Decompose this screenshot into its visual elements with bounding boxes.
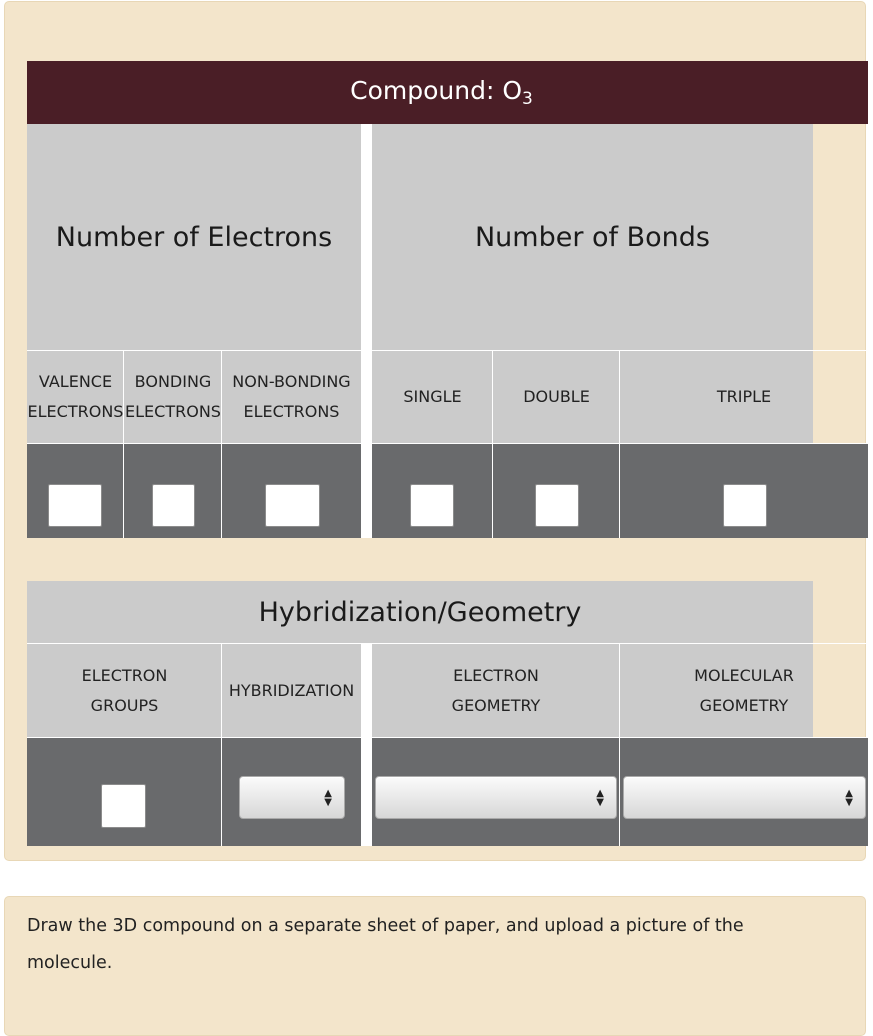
bonding-electrons-input[interactable] (152, 484, 195, 527)
column-divider (619, 351, 620, 538)
double-bonds-input[interactable] (535, 484, 579, 527)
compound-subscript: 3 (522, 89, 533, 109)
up-down-arrows-icon: ▲ ▼ (596, 787, 604, 808)
column-divider (221, 351, 222, 538)
molecular-geometry-select[interactable] (623, 776, 866, 819)
column-divider (123, 351, 124, 538)
hybridization-label: HYBRIDIZATION (228, 680, 355, 700)
electron-groups-input[interactable] (101, 784, 146, 828)
single-bonds-input[interactable] (410, 484, 454, 527)
bonds-section-title: Number of Bonds (372, 124, 813, 351)
column-divider (619, 644, 620, 846)
up-down-arrows-icon: ▲ ▼ (324, 787, 332, 808)
electron-geometry-select[interactable] (375, 776, 617, 819)
upload-instructions: Draw the 3D compound on a separate sheet of paper, and upload a picture of the molecule. (27, 916, 744, 973)
hybridization-select[interactable] (239, 776, 345, 819)
double-bonds-label: DOUBLE (523, 387, 590, 406)
triple-bonds-label: TRIPLE (716, 387, 772, 406)
electrons-section-title: Number of Electrons (27, 124, 361, 351)
compound-header (27, 61, 868, 124)
hybridization-section-title: Hybridization/Geometry (27, 581, 813, 644)
electron-geometry-label: ELECTRON GEOMETRY (451, 665, 541, 715)
bonding-electrons-label: BONDING ELECTRONS (125, 372, 221, 421)
row-divider (27, 643, 868, 644)
section-divider (361, 124, 372, 538)
molecular-geometry-label: MOLECULAR GEOMETRY (694, 665, 794, 715)
valence-electrons-label: VALENCE ELECTRONS (27, 372, 124, 421)
nonbonding-electrons-input[interactable] (265, 484, 320, 527)
row-divider (27, 443, 868, 444)
row-divider (27, 737, 868, 738)
nonbonding-electrons-label: NON-BONDING ELECTRONS (232, 372, 351, 421)
single-bonds-label: SINGLE (403, 387, 462, 406)
column-divider (221, 644, 222, 846)
electron-groups-label: ELECTRON GROUPS (81, 665, 168, 715)
column-divider (492, 351, 493, 538)
valence-electrons-input[interactable] (48, 484, 102, 527)
up-down-arrows-icon: ▲ ▼ (845, 787, 853, 808)
row-divider (27, 350, 868, 351)
section-divider (361, 644, 372, 846)
compound-title: Compound: $O_3$ (350, 76, 533, 109)
triple-bonds-input[interactable] (723, 484, 767, 527)
